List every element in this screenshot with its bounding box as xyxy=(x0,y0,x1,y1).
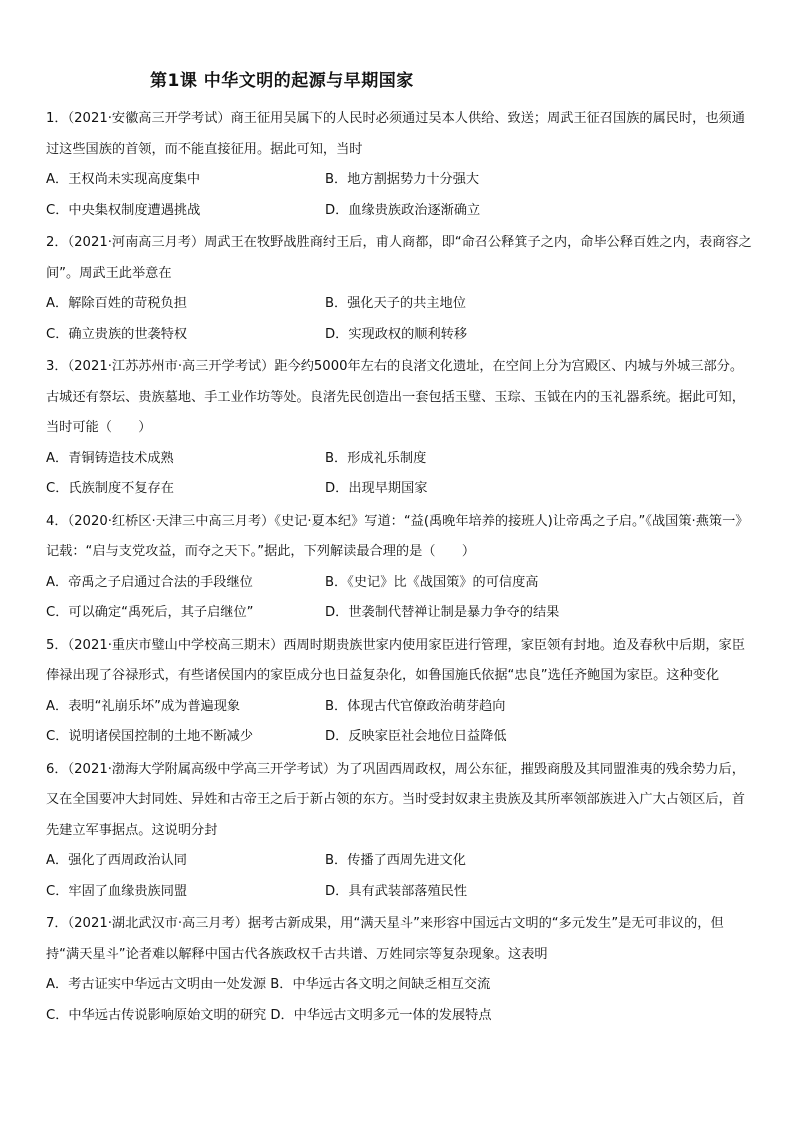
option-a: A．解除百姓的苛税负担 xyxy=(46,296,187,311)
option-c: C．可以确定“禹死后，其子启继位” xyxy=(46,605,254,620)
option-c: C．氏族制度不复存在 xyxy=(46,481,174,496)
option-b: B．形成礼乐制度 xyxy=(325,450,427,466)
option-a: A．表明“礼崩乐坏”成为普遍现象 xyxy=(46,698,241,714)
option-c: C．牢固了血缘贵族同盟 xyxy=(46,883,188,899)
option-d: D．世袭制代替禅让制是暴力争夺的结果 xyxy=(325,605,560,620)
question-stem: 1．（2021·安徽高三开学考试）商王征用吴属下的人民时必须通过吴本人供给、致送；周武王征召国族的属民时，也须通过这些国族的首领，而不能直接征用。据此可知，当时 xyxy=(46,111,745,157)
question-stem: 3．（2021·江苏苏州市·高三开学考试）距今约5000年左右的良渚文化遗址，在空间上分为宫殿区、内城与外城三部分。古城还有祭坛、贵族墓地、手工业作坊等处。良渚先民创造出一套包括玉璧、玉琮、玉钺在内的玉礼器系统。据此可知，当时可能（ ） xyxy=(46,359,745,435)
option-d: D．血缘贵族政治逐渐确立 xyxy=(325,202,481,218)
option-d: D．出现早期国家 xyxy=(325,481,428,496)
option-row xyxy=(46,598,754,629)
option-row xyxy=(46,692,754,723)
question-5 xyxy=(46,631,754,753)
question-3 xyxy=(46,352,754,505)
option-row xyxy=(46,722,754,753)
option-row xyxy=(46,1001,754,1032)
option-row xyxy=(46,444,754,475)
option-a: A．强化了西周政治认同 xyxy=(46,853,187,868)
option-b: B．《史记》比《战国策》的可信度高 xyxy=(325,574,539,590)
option-a: A．王权尚未实现高度集中 xyxy=(46,172,201,187)
option-b: B．强化天子的共主地位 xyxy=(325,296,466,311)
question-6 xyxy=(46,755,754,908)
question-list xyxy=(46,104,754,1033)
option-row xyxy=(46,970,754,1001)
option-b: B．体现古代官僚政治萌芽趋向 xyxy=(325,698,506,714)
question-4 xyxy=(46,507,754,629)
option-row xyxy=(46,474,754,505)
option-row xyxy=(46,846,754,877)
question-stem: 6．（2021·渤海大学附属高级中学高三开学考试）为了巩固西周政权，周公东征，摧毁商殷及其同盟淮夷的残余势力后，又在全国要冲大封同姓、异姓和古帝王之后于新占领的东方。当时受封奴隶主贵族及其所率领部族进入广大占领区后，首先建立军事据点。这说明分封 xyxy=(46,761,745,838)
option-c-d: C．中华远古传说影响原始文明的研究 D．中华远古文明多元一体的发展特点 xyxy=(46,1007,492,1023)
option-row xyxy=(46,196,754,227)
option-d: D．反映家臣社会地位日益降低 xyxy=(325,729,507,744)
option-d: D．具有武装部落殖民性 xyxy=(325,883,468,899)
option-row xyxy=(46,320,754,351)
option-row xyxy=(46,165,754,196)
option-c: C．确立贵族的世袭特权 xyxy=(46,326,188,342)
question-stem: 2．（2021·河南高三月考）周武王在牧野战胜商纣王后，甫人商都，即“命召公释箕子之内，命毕公释百姓之内，表商容之间”。周武王此举意在 xyxy=(46,235,752,281)
question-7 xyxy=(46,909,754,1031)
question-stem: 4．（2020·红桥区·天津三中高三月考）《史记·夏本纪》写道：“益(禹晚年培养的接班人)让帝禹之子启。”《战国策·燕策一》记载：“启与支党攻益，而夺之天下。”据此，下列解读最合理的是（ ） xyxy=(46,513,749,559)
option-c: C．中央集权制度遭遇挑战 xyxy=(46,202,201,218)
option-a-b: A．考古证实中华远古文明由一处发源 B．中华远古各文明之间缺乏相互交流 xyxy=(46,977,491,992)
option-b: B．地方割据势力十分强大 xyxy=(325,172,480,187)
option-row xyxy=(46,568,754,599)
option-a: A．帝禹之子启通过合法的手段继位 xyxy=(46,574,253,590)
question-stem: 7．（2021·湖北武汉市·高三月考）据考古新成果，用“满天星斗”来形容中国远古文明的“多元发生”是无可非议的，但持“满天星斗”论者难以解释中国古代各族政权千古共谱、万姓同宗等复杂现象。这表明 xyxy=(46,916,724,962)
question-1 xyxy=(46,104,754,226)
option-row xyxy=(46,289,754,320)
option-row xyxy=(46,877,754,908)
question-2 xyxy=(46,228,754,350)
question-stem: 5．（2021·重庆市璧山中学校高三期末）西周时期贵族世家内使用家臣进行管理，家臣领有封地。迨及春秋中后期，家臣俸禄出现了谷禄形式，有些诸侯国内的家臣成分也日益复杂化，如鲁国施氏依据“忠良”选任齐鲍国为家臣。这种变化 xyxy=(46,637,745,683)
option-a: A．青铜铸造技术成熟 xyxy=(46,450,174,466)
option-b: B．传播了西周先进文化 xyxy=(325,853,466,868)
option-c: C．说明诸侯国控制的土地不断减少 xyxy=(46,729,254,744)
lesson-title: 第1课 中华文明的起源与早期国家 xyxy=(150,71,414,91)
option-d: D．实现政权的顺利转移 xyxy=(325,326,468,342)
